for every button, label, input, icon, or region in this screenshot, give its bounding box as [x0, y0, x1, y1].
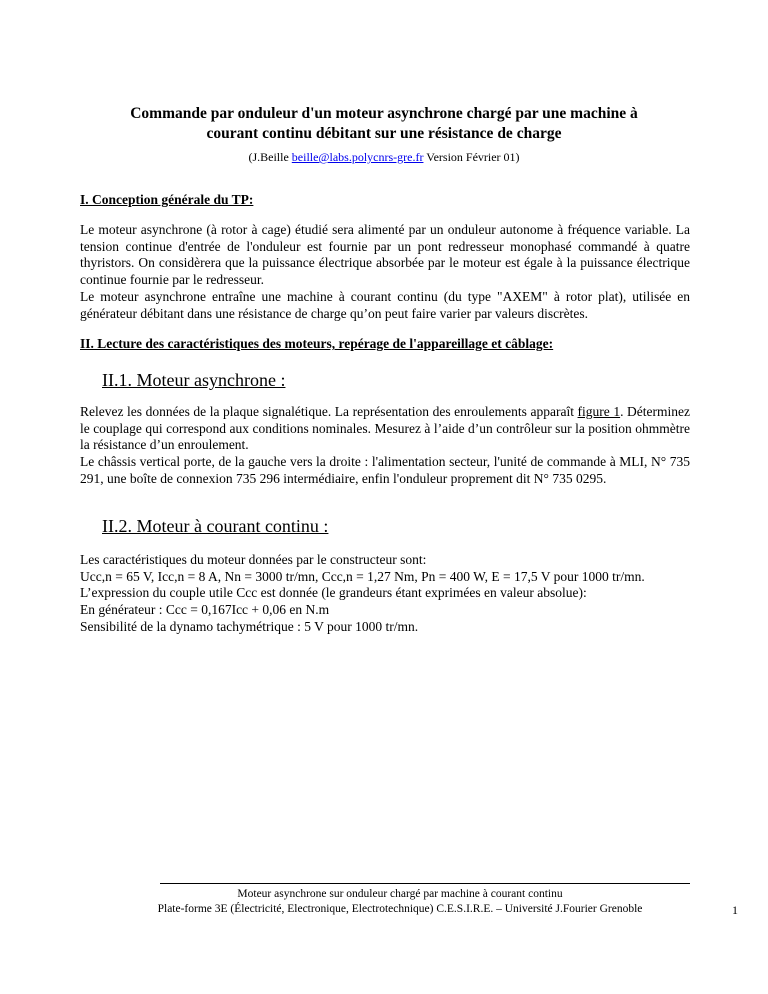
footer-line-1: Moteur asynchrone sur onduleur chargé par machine à courant continu — [237, 888, 563, 900]
subsection-1-heading: II.1. Moteur asynchrone : — [102, 370, 286, 390]
section-1-body — [80, 222, 690, 322]
dc-motor-specs: Ucc,n = 65 V, Icc,n = 8 A, Nn = 3000 tr/mn, Ccc,n = 1,27 Nm, Pn = 400 W, E = 17,5 V pour 1000 tr/mn. — [80, 568, 645, 584]
author-email-link[interactable]: beille@labs.polycnrs-gre.fr — [291, 150, 424, 164]
torque-expression-text: L’expression du couple utile Ccc est donnée (le grandeurs étant exprimées en valeur absolue): — [80, 585, 587, 601]
subsection-1-text-b: . Déterminez le couplage qui correspond aux conditions nominales. Mesurez à l’aide d’un contrôleur sur la position ohmmètre la résistance d’un enroulement. — [80, 404, 691, 453]
page-number: 1 — [732, 903, 738, 917]
formula-unit: en N.m — [286, 602, 330, 618]
title-line-2: courant continu débitant sur une résistance de charge — [206, 125, 562, 142]
subsection-1-text-a: Relevez les données de la plaque signalétique. La représentation des enroulements apparaît — [80, 404, 578, 419]
subsection-2-heading: II.2. Moteur à courant continu : — [102, 516, 329, 536]
torque-formula: Ccc = 0,167Icc + 0,06 — [165, 602, 287, 618]
section-2-heading: II. Lecture des caractéristiques des moteurs, repérage de l'appareillage et câblage: — [80, 336, 554, 351]
title-line-1: Commande par onduleur d'un moteur asynchrone chargé par une machine à — [130, 105, 638, 122]
subsection-2-body — [80, 552, 690, 636]
footer-divider — [160, 883, 690, 884]
section-1-paragraph-2: Le moteur asynchrone entraîne une machine à courant continu (du type "AXEM" à rotor plat), utilisée en générateur débitant dans une résistance de charge qu’on peut faire varier par valeurs discrètes. — [80, 288, 690, 321]
section-1-heading: I. Conception générale du TP: — [80, 192, 254, 207]
figure-1-link[interactable]: figure 1 — [577, 404, 621, 419]
subsection-1-body — [80, 404, 690, 488]
document-title — [60, 104, 708, 144]
subsection-1-paragraph-2: Le châssis vertical porte, de la gauche vers la droite : l'alimentation secteur, l'unité de commande à MLI, N° 735 291, une boîte de connexion 735 296 intermédiaire, enfin l'onduleur proprement dit N° 735 0295. — [80, 454, 690, 486]
generator-formula-line — [80, 602, 690, 619]
author-version: Version Février 01) — [423, 150, 520, 164]
footer-line-2: Plate-forme 3E (Électricité, Electronique, Electrotechnique) C.E.S.I.R.E. – Université J.Fourier Grenoble — [157, 903, 643, 915]
dc-motor-intro: Les caractéristiques du moteur données par le constructeur sont: — [80, 552, 427, 567]
author-prefix: (J.Beille — [248, 150, 292, 164]
generator-label: En générateur : — [80, 602, 166, 618]
section-1-paragraph-1: Le moteur asynchrone (à rotor à cage) étudié sera alimenté par un onduleur autonome à fréquence variable. La tension continue d'entrée de l'onduleur est fournie par un pont redresseur monophasé commandé à quatre thyristors. On considèrera que la puissance électrique absorbée par le moteur est égale à la puissance électrique continue fournie par le redresseur. — [80, 222, 690, 288]
author-line — [60, 150, 708, 164]
tachometer-sensitivity: Sensibilité de la dynamo tachymétrique : 5 V pour 1000 tr/mn. — [80, 618, 419, 634]
subsection-1-paragraph-1 — [80, 404, 690, 454]
